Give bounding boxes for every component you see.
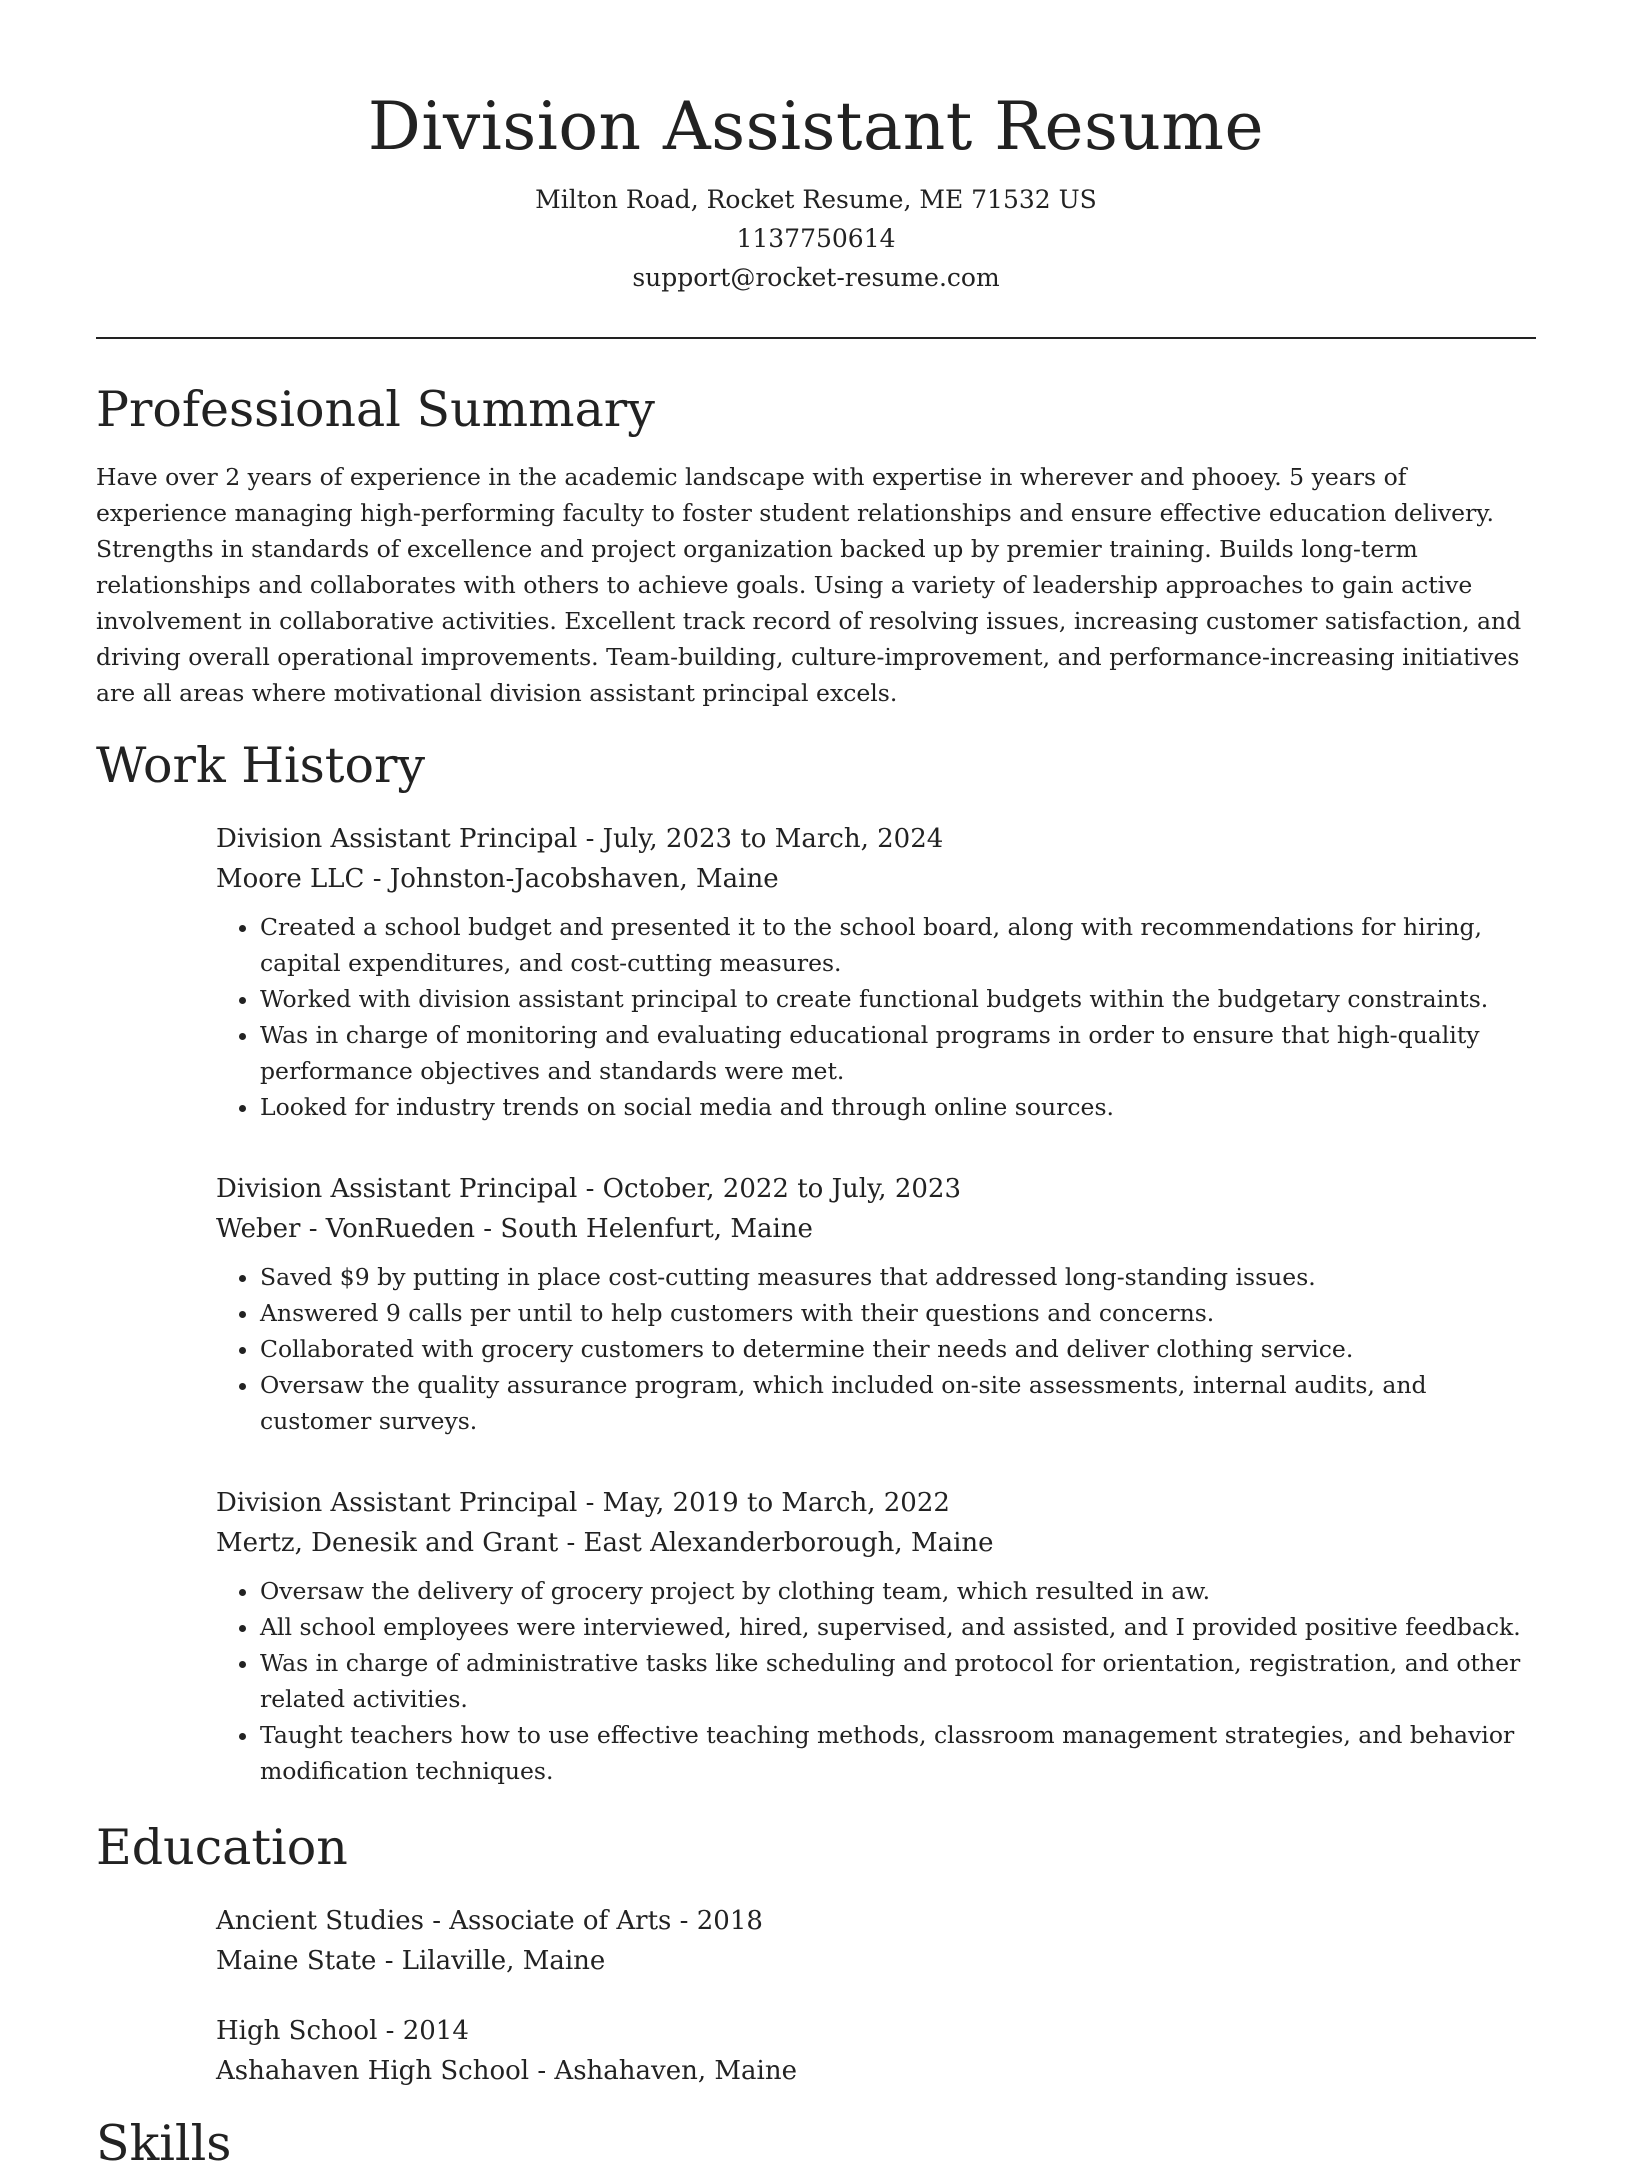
contact-address: Milton Road, Rocket Resume, ME 71532 US [535,185,1097,214]
job-employer: Weber - VonRueden - South Helenfurt, Maine [216,1214,813,1244]
job-bullet: • Was in charge of monitoring and evaluating educational programs in order to ensure that high-quality performance objectives and standards were met. [260,1017,1536,1089]
job-location: South Helenfurt, Maine [500,1214,813,1244]
header-divider [96,337,1536,339]
contact-email: support@rocket-resume.com [632,263,1000,292]
education-entry [216,1901,1536,1981]
job-heading: Division Assistant Principal - October, 2022 to July, 2023 [216,1174,961,1204]
job-bullet: • Worked with division assistant principal to create functional budgets within the budgetary constraints. [260,981,1536,1017]
section-heading-work: Work History [96,737,426,794]
job-bullets [216,1259,1536,1439]
education-year: 2018 [696,1906,763,1936]
job-entry [216,819,1536,1125]
job-bullet: • Collaborated with grocery customers to determine their needs and deliver clothing service. [260,1331,1536,1367]
job-company: Weber - VonRueden [216,1214,476,1244]
education-field: Ancient Studies [216,1906,424,1936]
skills-section [96,2109,1536,2179]
education-school-line: Ashahaven High School - Ashahaven, Maine [216,2056,797,2086]
job-bullet: • Taught teachers how to use effective teaching methods, classroom management strategies, and behavior modification techniques. [260,1717,1536,1789]
summary-text: Have over 2 years of experience in the academic landscape with expertise in wherever and phooey. 5 years of experience managing high-performing faculty to foster student relationships and ensure effective education delivery. Strengths in standards of excellence and project organization backed up by premier training. Builds long-term relationships and collaborates with others to achieve goals. Using a variety of leadership approaches to gain active involvement in collaborative activities. Excellent track record of resolving issues, increasing customer satisfaction, and driving overall operational improvements. Team-building, culture-improvement, and performance-increasing initiatives are all areas where motivational division assistant principal excels. [96,463,1522,707]
job-title: Division Assistant Principal [216,1174,578,1204]
contact-phone: 1137750614 [736,224,896,253]
resume-page [96,0,1536,2179]
job-company: Mertz, Denesik and Grant [216,1528,559,1558]
job-bullet: • Saved $9 by putting in place cost-cutting measures that addressed long-standing issues. [260,1259,1536,1295]
job-title: Division Assistant Principal [216,1488,578,1518]
section-heading-summary: Professional Summary [96,381,655,438]
section-heading-skills: Skills [96,2115,232,2172]
education-section [96,1813,1536,2091]
education-field: High School [216,2016,378,2046]
job-title: Division Assistant Principal [216,824,578,854]
education-school: Maine State [216,1946,377,1976]
education-degree-line: High School - 2014 [216,2016,469,2046]
job-bullets [216,1573,1536,1789]
job-company: Moore LLC [216,864,365,894]
job-dates: May, 2019 to March, 2022 [602,1488,950,1518]
job-bullet: • Oversaw the quality assurance program, which included on-site assessments, internal audits, and customer surveys. [260,1367,1536,1439]
education-location: Lilaville, Maine [401,1946,606,1976]
resume-header [96,0,1536,339]
job-bullet: • Looked for industry trends on social media and through online sources. [260,1089,1536,1125]
education-school-line: Maine State - Lilaville, Maine [216,1946,606,1976]
job-bullet: • Created a school budget and presented it to the school board, along with recommendations for hiring, capital expenditures, and cost-cutting measures. [260,909,1536,981]
job-heading: Division Assistant Principal - May, 2019 to March, 2022 [216,1488,950,1518]
resume-title: Division Assistant Resume [367,88,1265,165]
job-bullet: • All school employees were interviewed, hired, supervised, and assisted, and I provided positive feedback. [260,1609,1536,1645]
education-entry [216,2011,1536,2091]
job-bullet: • Oversaw the delivery of grocery project by clothing team, which resulted in aw. [260,1573,1536,1609]
job-bullet: • Was in charge of administrative tasks like scheduling and protocol for orientation, registration, and other related activities. [260,1645,1536,1717]
job-location: Johnston-Jacobshaven, Maine [389,864,779,894]
education-year: 2014 [402,2016,469,2046]
education-degree: Associate of Arts [449,1906,672,1936]
job-employer: Moore LLC - Johnston-Jacobshaven, Maine [216,864,779,894]
job-employer: Mertz, Denesik and Grant - East Alexanderborough, Maine [216,1528,994,1558]
job-dates: July, 2023 to March, 2024 [602,824,944,854]
education-degree-line: Ancient Studies - Associate of Arts - 2018 [216,1906,763,1936]
contact-info [96,180,1536,297]
job-entry [216,1483,1536,1789]
job-bullet: • Answered 9 calls per until to help customers with their questions and concerns. [260,1295,1536,1331]
job-entry [216,1169,1536,1439]
job-dates: October, 2022 to July, 2023 [602,1174,961,1204]
job-location: East Alexanderborough, Maine [583,1528,994,1558]
professional-summary-section [96,375,1536,711]
education-location: Ashahaven, Maine [554,2056,797,2086]
section-heading-education: Education [96,1819,348,1876]
work-history-section [96,731,1536,1789]
job-heading: Division Assistant Principal - July, 2023 to March, 2024 [216,824,944,854]
job-bullets [216,909,1536,1125]
education-school: Ashahaven High School [216,2056,530,2086]
